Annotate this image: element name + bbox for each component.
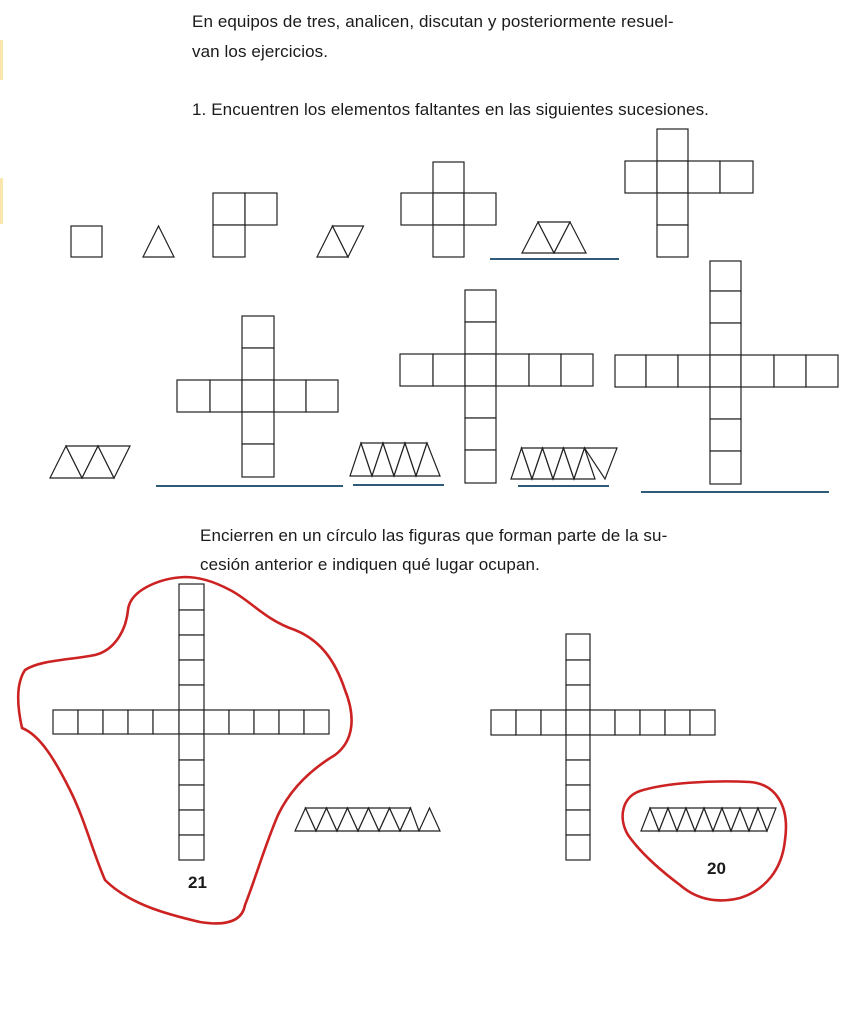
figure-3-squares <box>213 193 277 257</box>
exercise-1-prompt: 1. Encuentren los elementos faltantes en las siguientes sucesiones. <box>192 100 710 119</box>
circle-instruction-line-1: Encierren en un círculo las figuras que forman parte de la su- <box>200 526 668 545</box>
large-cross-option <box>53 584 329 860</box>
position-label-20: 20 <box>707 859 726 878</box>
figure-8-triangles <box>50 446 130 478</box>
figure-2-triangle <box>143 226 174 257</box>
intro-line-2: van los ejercicios. <box>192 42 329 61</box>
page-edge-mark-top <box>0 40 3 80</box>
figure-10-triangles-answer <box>350 443 440 476</box>
figure-6-triangles-answer <box>522 222 586 253</box>
position-label-21: 21 <box>188 873 207 892</box>
figure-1-square <box>71 226 102 257</box>
triangles-answer-20 <box>641 808 776 831</box>
circle-instruction-line-2: cesión anterior e indiquen qué lugar ocupan. <box>200 555 540 574</box>
red-circle-triangles-20 <box>623 781 786 900</box>
figure-5-squares <box>401 162 496 257</box>
figure-13-squares-answer <box>615 261 838 484</box>
intro-line-1: En equipos de tres, analicen, discutan y posteriormente resuel- <box>192 12 674 31</box>
figure-12-triangles-answer <box>511 448 617 479</box>
figure-4-triangles <box>317 226 364 257</box>
small-triangles-option <box>295 808 440 831</box>
page-edge-mark-bottom <box>0 178 3 224</box>
figure-9-squares-answer <box>177 316 338 477</box>
figure-7-squares <box>625 129 753 257</box>
